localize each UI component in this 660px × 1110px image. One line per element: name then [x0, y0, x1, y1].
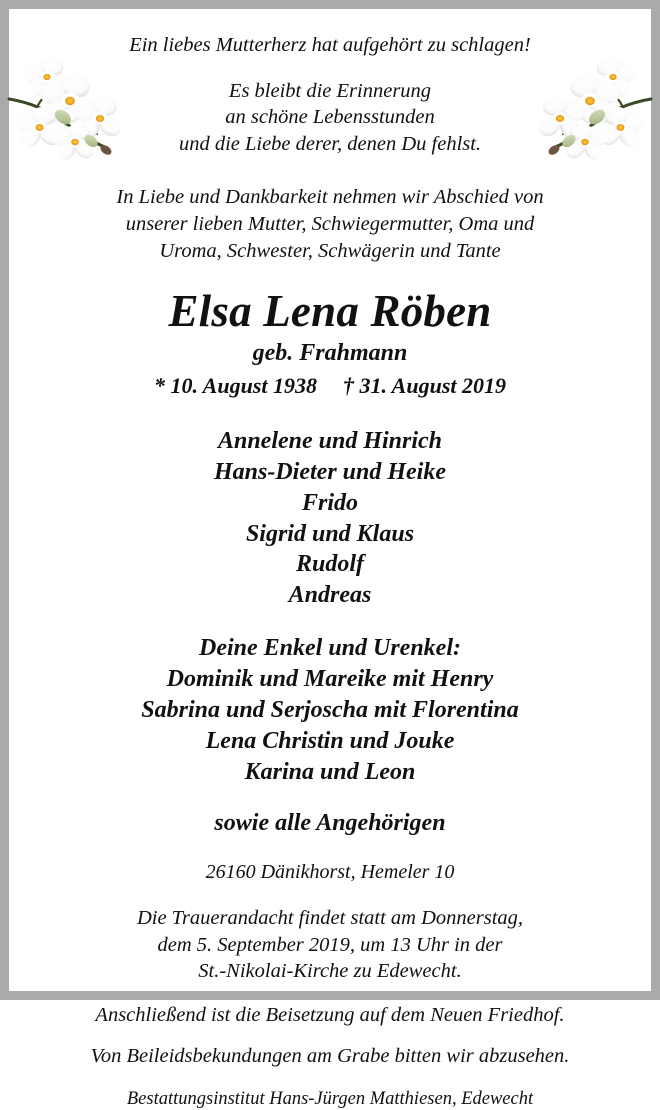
child-entry: Frido	[301, 489, 358, 516]
verse-line: und die Liebe derer, denen Du fehlst.	[178, 133, 482, 156]
grandchildren-list	[35, 633, 625, 788]
child-entry: Rudolf	[295, 551, 364, 578]
life-dates	[35, 373, 625, 399]
birth-date: 10. August 1938	[170, 373, 317, 399]
service-line: St.-Nikolai-Kirche zu Edewecht.	[198, 960, 462, 983]
birth-symbol-icon: *	[153, 373, 165, 399]
child-entry: Annelene und Hinrich	[217, 427, 443, 454]
condolences-note: Von Beileidsbekundungen am Grabe bitten wir abzusehen.	[90, 1045, 570, 1068]
grandchild-entry: Karina und Leon	[244, 759, 416, 786]
service-details	[35, 905, 625, 985]
service-line: dem 5. September 2019, um 13 Uhr in der	[157, 933, 503, 956]
verse-line: an schöne Lebensstunden	[225, 106, 435, 129]
memorial-verse	[35, 78, 625, 158]
grandchild-entry: Dominik und Mareike mit Henry	[166, 666, 494, 693]
children-list	[35, 426, 625, 612]
farewell-line: Uroma, Schwester, Schwägerin und Tante	[159, 239, 501, 262]
grandchild-entry: Lena Christin und Jouke	[205, 728, 455, 755]
farewell-line: unserer lieben Mutter, Schwiegermutter, Oma und	[125, 212, 535, 235]
death-date: 31. August 2019	[359, 373, 507, 399]
service-line: Die Trauerandacht findet statt am Donnerstag,	[136, 906, 524, 929]
child-entry: Sigrid und Klaus	[245, 520, 415, 547]
funeral-home-credit: Bestattungsinstitut Hans-Jürgen Matthiesen, Edewecht	[126, 1089, 534, 1110]
verse-line: Es bleibt die Erinnerung	[228, 79, 432, 102]
obituary-card	[9, 9, 651, 1110]
burial-note: Anschließend ist die Beisetzung auf dem Neuen Friedhof.	[95, 1003, 565, 1026]
verse-opening-line: Ein liebes Mutterherz hat aufgehört zu schlagen!	[129, 34, 531, 56]
obituary-content	[9, 9, 651, 1110]
deceased-maiden-name: geb. Frahmann	[252, 340, 408, 367]
farewell-statement	[35, 184, 625, 265]
deceased-name: Elsa Lena Röben	[168, 285, 492, 336]
child-entry: Andreas	[288, 582, 372, 609]
grandchild-entry: Sabrina und Serjoscha mit Florentina	[141, 697, 519, 724]
farewell-line: In Liebe und Dankbarkeit nehmen wir Abschied von	[116, 185, 544, 208]
death-symbol-icon: †	[343, 373, 354, 399]
grandchildren-heading: Deine Enkel und Urenkel:	[198, 635, 461, 662]
relatives-line: sowie alle Angehörigen	[214, 810, 446, 837]
child-entry: Hans-Dieter und Heike	[214, 458, 446, 485]
family-address: 26160 Dänikhorst, Hemeler 10	[205, 860, 455, 883]
